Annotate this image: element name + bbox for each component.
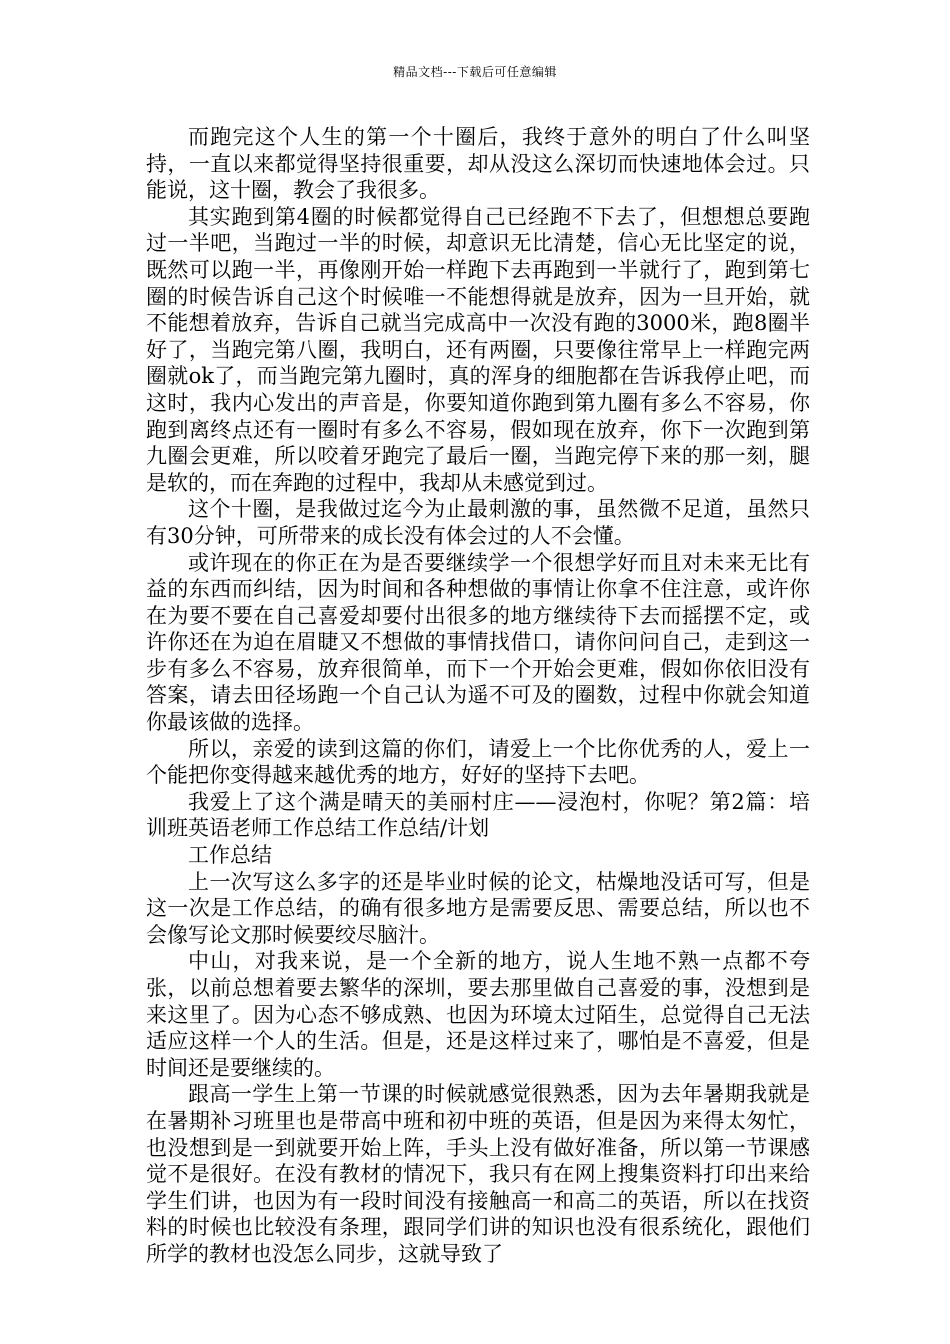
- paragraph-6: 我爱上了这个满是晴天的美丽村庄——浸泡村，你呢？第2篇：培训班英语老师工作总结工作总结/计划: [146, 789, 810, 841]
- paragraph-5: 所以，亲爱的读到这篇的你们，请爱上一个比你优秀的人，爱上一个能把你变得越来越优秀的地方，好好的坚持下去吧。: [146, 736, 810, 788]
- paragraph-9: 跟高一学生上第一节课的时候就感觉很熟悉，因为去年暑期我就是在暑期补习班里也是带高中班和初中班的英语，但是因为来得太匆忙，也没想到是一到就要开始上阵，手头上没有做好准备，所以第一节课感觉不是很好。在没有教材的情况下，我只有在网上搜集资料打印出来给学生们讲，也因为有一段时间没有接触高一和高二的英语，所以在找资料的时候也比较没有条理，跟同学们讲的知识也没有很系统化，跟他们所学的教材也没怎么同步，这就导致了: [146, 1082, 810, 1266]
- paragraph-4: 或许现在的你正在为是否要继续学一个很想学好而且对未来无比有益的东西而纠结，因为时间和各种想做的事情让你拿不住注意，或许你在为要不要在自己喜爱却要付出很多的地方继续待下去而摇摆不定，或许你还在为迫在眉睫又不想做的事情找借口，请你问问自己，走到这一步有多么不容易，放弃很简单，而下一个开始会更难，假如你依旧没有答案，请去田径场跑一个自己认为遥不可及的圈数，过程中你就会知道你最该做的选择。: [146, 550, 810, 735]
- paragraph-2: 其实跑到第4圈的时候都觉得自己已经跑不下去了，但想想总要跑过一半吧，当跑过一半的时候，却意识无比清楚，信心无比坚定的说，既然可以跑一半，再像刚开始一样跑下去再跑到一半就行了，跑到第七圈的时候告诉自己这个时候唯一不能想得就是放弃，因为一旦开始，就不能想着放弃，告诉自己就当完成高中一次没有跑的3000米，跑8圈半好了，当跑完第八圈，我明白，还有两圈，只要像往常早上一样跑完两圈就ok了，而当跑完第九圈时，真的浑身的细胞都在告诉我停止吧，而这时，我内心发出的声音是，你要知道你跑到第九圈有多么不容易，你跑到离终点还有一圈时有多么不容易，假如现在放弃，你下一次跑到第九圈会更难，所以咬着牙跑完了最后一圈，当跑完停下来的那一刻，腿是软的，而在奔跑的过程中，我却从未感觉到过。: [146, 204, 810, 495]
- paragraph-3: 这个十圈，是我做过迄今为止最刺激的事，虽然微不足道，虽然只有30分钟，可所带来的成长没有体会过的人不会懂。: [146, 497, 810, 548]
- document-body: [146, 124, 810, 1268]
- paragraph-8: 中山，对我来说，是一个全新的地方，说人生地不熟一点都不夸张，以前总想着要去繁华的深圳，要去那里做自己喜爱的事，没想到是来这里了。因为心态不够成熟、也因为环境太过陌生，总觉得自己无法适应这样一个人的生活。但是，还是这样过来了，哪怕是不喜爱，但是时间还是要继续的。: [146, 949, 810, 1080]
- paragraph-1: 而跑完这个人生的第一个十圈后，我终于意外的明白了什么叫坚持，一直以来都觉得坚持很重要，却从没这么深切而快速地体会过。只能说，这十圈，教会了我很多。: [146, 125, 810, 203]
- page-header: 精品文档---下载后可任意编辑: [393, 65, 557, 79]
- paragraph-7: 上一次写这么多字的还是毕业时候的论文，枯燥地没话可写，但是这一次是工作总结，的确有很多地方是需要反思、需要总结，所以也不会像写论文那时候要绞尽脑汁。: [146, 869, 810, 947]
- section-heading: 工作总结: [188, 843, 272, 868]
